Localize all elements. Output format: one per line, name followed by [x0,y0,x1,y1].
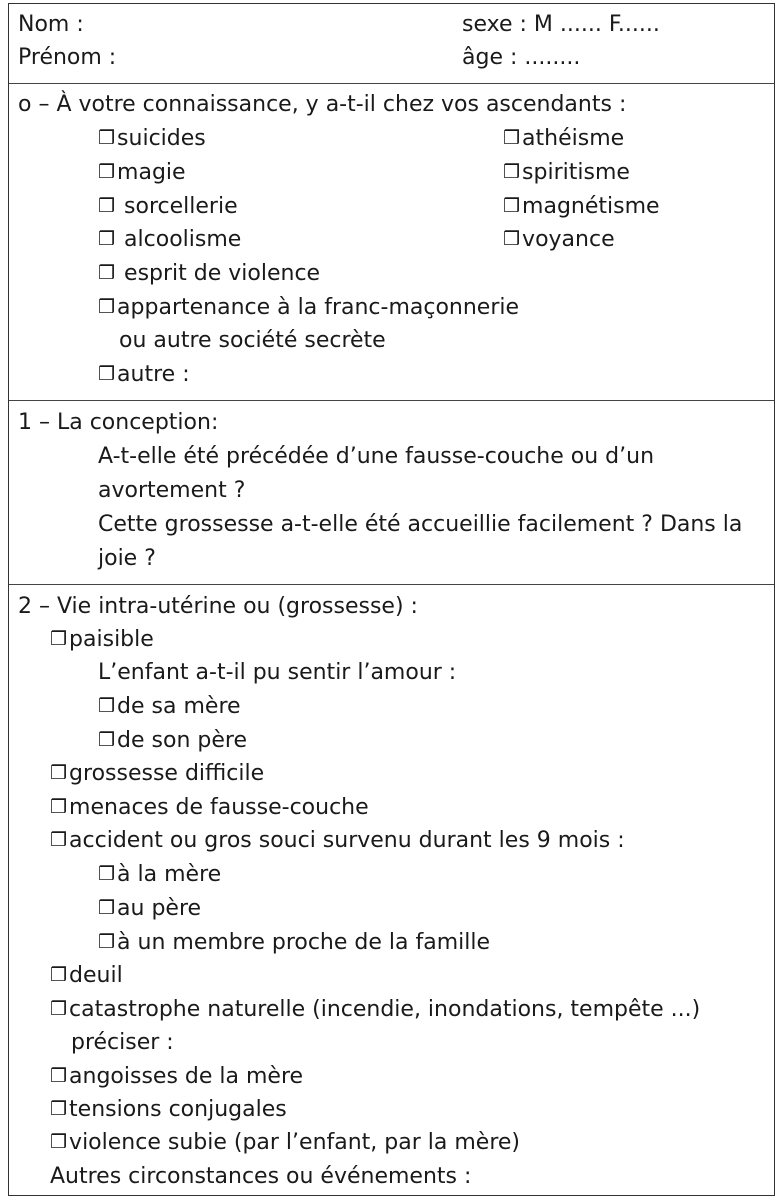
question-line: joie ? [98,546,156,571]
checkbox-item[interactable] [98,361,190,389]
checkbox-item[interactable] [98,159,186,187]
checkbox-icon[interactable]: ❒ [98,695,116,717]
checkbox-icon[interactable]: ❒ [98,161,116,183]
checkbox-icon[interactable]: ❒ [50,762,68,784]
checkbox-item[interactable] [503,226,615,254]
checkbox-item[interactable] [98,693,241,721]
question-line: A-t-elle été précédée d’une fausse-couche ou d’un [98,444,655,469]
checkbox-icon[interactable]: ❒ [98,729,116,751]
checkbox-icon[interactable]: ❒ [503,195,521,217]
checkbox-item[interactable] [50,996,700,1024]
checkbox-icon[interactable]: ❒ [503,127,521,149]
checkbox-item[interactable] [503,159,630,187]
checkbox-label: à la mère [117,862,222,887]
divider [9,400,774,401]
checkbox-icon[interactable]: ❒ [98,863,116,885]
checkbox-label: menaces de fausse-couche [69,795,369,820]
checkbox-label: magie [117,160,186,185]
checkbox-item[interactable] [50,760,264,788]
autres-label: Autres circonstances ou événements : [50,1164,472,1189]
checkbox-item[interactable] [98,861,221,889]
divider [9,83,774,84]
checkbox-icon[interactable]: ❒ [50,1131,68,1153]
checkbox-item[interactable] [503,193,660,221]
preciser-label: préciser : [71,1030,174,1055]
checkbox-label: suicides [117,126,206,151]
question-line: L’enfant a-t-il pu sentir l’amour : [98,660,457,685]
checkbox-label: voyance [522,227,615,252]
checkbox-icon[interactable]: ❒ [98,195,116,217]
checkbox-icon[interactable]: ❒ [98,931,116,953]
checkbox-label: au père [117,896,202,921]
checkbox-icon[interactable]: ❒ [50,628,68,650]
checkbox-item[interactable] [50,794,369,822]
question-line: avortement ? [98,478,246,503]
checkbox-item[interactable] [98,727,247,755]
checkbox-label: magnétisme [522,194,660,219]
checkbox-label: appartenance à la franc-maçonnerie [117,295,520,320]
checkbox-label: violence subie (par l’enfant, par la mère) [69,1130,521,1155]
checkbox-item[interactable] [98,226,241,254]
checkbox-icon[interactable]: ❒ [50,964,68,986]
checkbox-icon[interactable]: ❒ [503,228,521,250]
checkbox-label: esprit de violence [117,261,321,286]
checkbox-icon[interactable]: ❒ [98,228,116,250]
checkbox-item[interactable] [98,125,206,153]
section-2-title: 2 – Vie intra-utérine ou (grossesse) : [18,594,418,619]
checkbox-label-continuation: ou autre société secrète [119,328,386,353]
checkbox-label: tensions conjugales [69,1097,287,1122]
checkbox-icon[interactable]: ❒ [50,829,68,851]
checkbox-label: accident ou gros souci survenu durant les 9 mois : [69,828,625,853]
checkbox-label: catastrophe naturelle (incendie, inondations, tempête ...) [69,997,701,1022]
nom-label: Nom : [18,12,84,37]
checkbox-label: athéisme [522,126,625,151]
checkbox-label: à un membre proche de la famille [117,930,491,955]
checkbox-icon[interactable]: ❒ [98,127,116,149]
checkbox-label: alcoolisme [117,227,242,252]
checkbox-icon[interactable]: ❒ [98,262,116,284]
checkbox-icon[interactable]: ❒ [50,1065,68,1087]
section-0-title: o – À votre connaissance, y a-t-il chez vos ascendants : [18,92,627,117]
checkbox-item[interactable] [98,929,490,957]
sexe-field[interactable]: sexe : M ...... F...... [462,12,660,37]
checkbox-label: paisible [69,627,154,652]
checkbox-icon[interactable]: ❒ [98,296,116,318]
checkbox-label: de sa mère [117,694,241,719]
checkbox-label: deuil [69,963,123,988]
checkbox-label: grossesse difficile [69,761,265,786]
checkbox-label: spiritisme [522,160,630,185]
checkbox-item[interactable] [98,193,238,221]
checkbox-item[interactable] [50,626,154,654]
checkbox-icon[interactable]: ❒ [50,796,68,818]
question-line: Cette grossesse a-t-elle été accueillie facilement ? Dans la [98,512,743,537]
divider [9,584,774,585]
checkbox-item[interactable] [50,1063,303,1091]
checkbox-label: angoisses de la mère [69,1064,304,1089]
checkbox-item[interactable] [98,895,201,923]
section-1-title: 1 – La conception: [18,410,219,435]
checkbox-icon[interactable]: ❒ [503,161,521,183]
age-field[interactable]: âge : ........ [462,45,581,70]
checkbox-item[interactable] [50,1129,520,1157]
checkbox-label: autre : [117,362,190,387]
prenom-label: Prénom : [18,45,117,70]
checkbox-item[interactable] [50,1096,287,1124]
checkbox-item[interactable] [50,827,625,855]
checkbox-item[interactable] [98,294,519,322]
checkbox-label: sorcellerie [117,194,238,219]
checkbox-item[interactable] [50,962,123,990]
checkbox-icon[interactable]: ❒ [98,897,116,919]
checkbox-item[interactable] [98,260,320,288]
checkbox-icon[interactable]: ❒ [98,363,116,385]
checkbox-icon[interactable]: ❒ [50,998,68,1020]
checkbox-item[interactable] [503,125,624,153]
checkbox-icon[interactable]: ❒ [50,1098,68,1120]
checkbox-label: de son père [117,728,247,753]
